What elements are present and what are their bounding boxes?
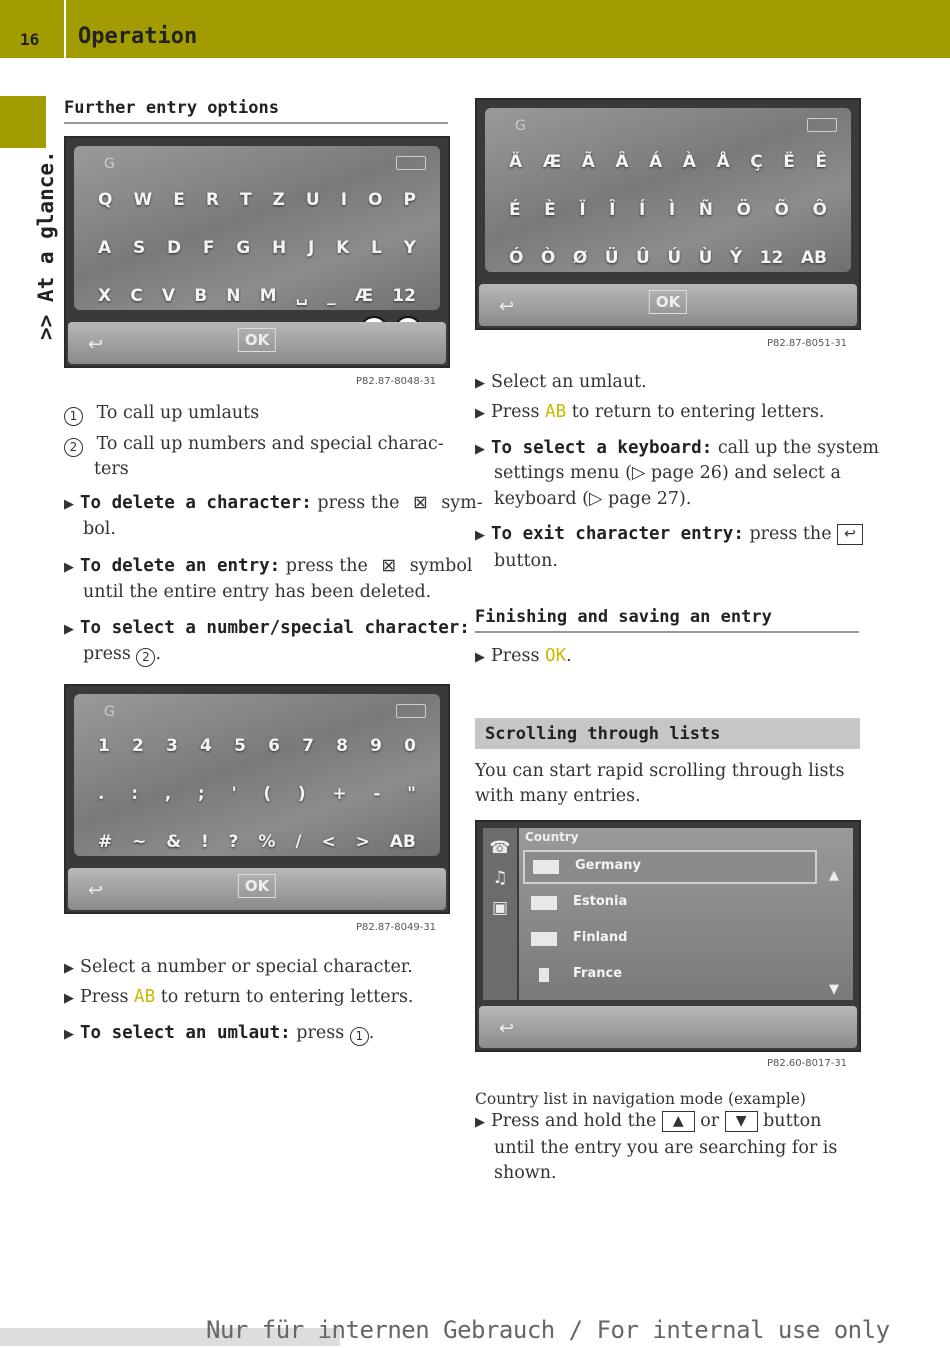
key[interactable]: B [194,286,208,306]
key[interactable]: O [368,190,383,210]
bullet-bold: To select a keyboard: [491,438,713,458]
music-note-icon[interactable]: ♫ [492,868,508,888]
key[interactable]: L [371,238,382,258]
legend-item-2 [64,432,444,457]
flag-icon [539,968,549,982]
bullet-select-umlaut: ▶ To select an umlaut: press 1 . [64,1021,374,1047]
screen-g-label: G [515,118,526,134]
ok-button[interactable]: OK [649,290,687,314]
key[interactable]: ; [197,784,205,804]
key[interactable]: U [305,190,320,210]
bullet-delete-entry: ▶ To delete an entry: press the ⊠ symbol [64,556,473,576]
back-button-icon: ↩ [837,524,863,545]
key[interactable]: C [130,286,143,306]
bullet-bold: To exit character entry: [491,524,744,544]
bullet-text: symbol [409,556,473,576]
key-numbers[interactable]: 12 [759,248,784,268]
key[interactable]: + [332,784,347,804]
keyboard-screen-letters [64,136,450,368]
key[interactable]: V [161,286,176,306]
key-row [509,200,827,220]
key[interactable]: Ô [812,200,827,220]
screen-bottom-bar [479,284,857,326]
key[interactable]: . [98,784,105,804]
legend-item-1 [64,401,259,426]
key[interactable]: # [98,832,113,852]
key[interactable]: D [166,238,182,258]
key[interactable]: Ï [579,200,586,220]
legend-number: 2 [136,648,155,667]
image-code: P82.87-8049-31 [356,922,437,933]
key[interactable]: Ê [815,152,827,172]
bullet-text: press the [285,556,368,576]
key[interactable]: 2 [132,736,144,756]
key[interactable]: J [307,238,315,258]
key[interactable]: Â [615,152,629,172]
key[interactable]: Î [609,200,616,220]
section-title: Operation [78,24,198,49]
key[interactable]: & [166,832,182,852]
key[interactable]: ? [228,832,239,852]
key[interactable]: Á [649,152,663,172]
screen-display [485,108,851,272]
scrolling-text: with many entries. [475,786,641,806]
back-icon[interactable]: ↩ [499,296,515,317]
key[interactable]: Ù [698,248,713,268]
country-list-screen [475,820,861,1052]
legend-number: 1 [350,1027,369,1046]
bullet-text: call up the system [717,438,879,458]
key[interactable]: - [373,784,381,804]
key-row [509,248,827,268]
flag-icon [531,896,557,910]
key[interactable]: Ò [540,248,556,268]
ok-button[interactable]: OK [238,328,276,352]
key[interactable]: 9 [370,736,382,756]
back-icon[interactable]: ↩ [88,880,104,901]
key[interactable]: / [295,832,302,852]
key-row [98,736,416,756]
legend-number: 1 [64,407,83,426]
key[interactable]: _ [327,286,336,306]
country-list [519,828,853,1000]
country-name: Finland [573,930,628,945]
bullet-select-umlaut-char: ▶ Select an umlaut. [475,372,647,392]
key[interactable]: Í [639,200,646,220]
ab-key-label: AB [134,987,156,1007]
key-row [509,152,827,172]
key[interactable]: É [509,200,521,220]
screen-g-label: G [104,156,115,172]
key[interactable]: X [98,286,112,306]
key[interactable]: ' [231,784,237,804]
key[interactable]: E [173,190,185,210]
key[interactable]: 4 [200,736,212,756]
key[interactable]: ~ [132,832,147,852]
delete-icon [396,704,426,718]
bullet-text: button [763,1111,822,1131]
list-sidebar [483,828,517,1000]
phone-icon[interactable]: ☎ [489,838,511,858]
key[interactable]: R [205,190,219,210]
key[interactable]: ␣ [295,286,308,306]
country-name: Germany [575,858,641,873]
key[interactable]: 7 [302,736,314,756]
bullet-select-number-special: ▶ Select a number or special character. [64,957,413,977]
key[interactable]: Ã [581,152,595,172]
key[interactable]: Ö [736,200,751,220]
screen-display [74,146,440,310]
key[interactable]: Ý [729,248,743,268]
key-letters[interactable]: AB [389,832,416,852]
bullet-exit-entry: ▶ To exit character entry: press the ↩ [475,522,863,548]
bullet-press-ab: ▶ Press AB to return to entering letters. [475,402,825,422]
key[interactable]: Ú [667,248,682,268]
bullet-text: press the [749,524,832,544]
key[interactable]: T [239,190,252,210]
delete-icon [396,156,426,170]
scroll-down-icon[interactable]: ▼ [829,982,839,997]
flag-icon [533,860,559,874]
ok-key-label: OK [545,646,567,666]
bullet-bold: To delete a character: [80,493,312,513]
bullet-text: Press [491,402,540,422]
country-name: France [573,966,623,981]
key[interactable]: Å [716,152,730,172]
key[interactable]: % [258,832,276,852]
key[interactable]: N [226,286,241,306]
screen-g-label: G [104,704,115,720]
key[interactable]: Ñ [698,200,713,220]
key[interactable]: 3 [166,736,178,756]
key[interactable]: Æ [542,152,562,172]
media-icon[interactable]: ▣ [491,898,509,918]
key[interactable]: 5 [234,736,246,756]
image-code: P82.60-8017-31 [767,1058,848,1069]
list-item[interactable] [523,888,817,918]
bullet-text: to return to entering letters. [571,402,825,422]
key[interactable]: Ø [572,248,588,268]
bullet-text: Select an umlaut. [491,372,647,392]
key[interactable]: 1 [98,736,110,756]
finishing-heading: Finishing and saving an entry [475,607,859,633]
key[interactable]: S [132,238,146,258]
bullet-text: sym- [441,493,483,513]
header-divider [64,0,66,58]
list-item[interactable] [523,850,817,884]
up-button-icon: ▲ [662,1111,695,1132]
list-item[interactable] [523,960,817,990]
image-code: P82.87-8051-31 [767,338,848,349]
delete-symbol-icon: ⊠ [413,493,428,513]
key[interactable]: Ó [509,248,524,268]
bullet-line: bol. [83,519,116,539]
down-button-icon: ▼ [725,1111,758,1132]
key[interactable]: Ü [604,248,619,268]
scroll-up-icon[interactable]: ▲ [829,868,839,883]
key-umlaut[interactable]: Æ [354,286,374,306]
bullet-text: Press and hold the [491,1111,657,1131]
key[interactable]: Ç [750,152,763,172]
key[interactable]: H [271,238,287,258]
bullet-line: settings menu (▷ page 26) and select a [494,463,841,483]
bullet-line: until the entry you are searching for is [494,1138,838,1158]
key[interactable]: Ä [509,152,523,172]
bullet-text: press [296,1023,345,1043]
bullet-text: to return to entering letters. [160,987,414,1007]
country-name: Estonia [573,894,628,909]
screen-bottom-bar [68,868,446,910]
side-tab: >> At a glance. [34,150,58,340]
page-number: 16 [20,30,40,49]
bullet-text: or [700,1111,720,1131]
bullet-bold: To delete an entry: [80,556,281,576]
screen-bottom-bar [68,322,446,364]
back-icon[interactable]: ↩ [499,1018,515,1039]
ok-button[interactable]: OK [238,874,276,898]
key[interactable]: Õ [774,200,789,220]
delete-icon [807,118,837,132]
image-code: P82.87-8048-31 [356,376,437,387]
key[interactable]: A [98,238,112,258]
scrolling-heading: Scrolling through lists [485,724,721,744]
bullet-delete-character: ▶ To delete a character: press the ⊠ sym- [64,493,483,513]
legend-item-2-cont: ters [94,459,129,479]
key[interactable]: Û [636,248,650,268]
key[interactable]: : [131,784,138,804]
bullet-text: Press [491,646,540,666]
key[interactable]: > [355,832,370,852]
key[interactable]: K [336,238,350,258]
legend-text: To call up umlauts [96,403,260,423]
further-entry-heading: Further entry options [64,98,448,124]
key[interactable]: Z [272,190,285,210]
key[interactable]: Y [403,238,416,258]
screen-display [74,694,440,856]
key[interactable]: Ë [783,152,795,172]
bullet-text: Press [80,987,129,1007]
key[interactable]: 0 [404,736,416,756]
bullet-line: shown. [494,1163,557,1183]
key[interactable]: ! [201,832,209,852]
bullet-select-keyboard: ▶ To select a keyboard: call up the system [475,438,879,458]
footer-watermark: Nur für internen Gebrauch / For internal use only [206,1316,890,1344]
key[interactable]: " [407,784,416,804]
key[interactable]: ) [297,784,306,804]
side-tab-block [0,96,46,148]
bullet-line: until the entire entry has been deleted. [83,582,432,602]
bullet-text: press the [317,493,400,513]
legend-text: To call up numbers and special charac- [96,434,444,454]
bullet-bold: To select a number/special character: [80,618,470,638]
key[interactable]: À [682,152,696,172]
flag-icon [531,932,557,946]
key[interactable]: Q [98,190,113,210]
key-row [98,286,416,306]
keyboard-screen-numbers [64,684,450,914]
bullet-line: press 2 . [83,642,161,667]
bullet-bold: To select an umlaut: [80,1023,291,1043]
key[interactable]: M [259,286,277,306]
list-item[interactable] [523,924,817,954]
bullet-text: Select a number or special character. [80,957,413,977]
key-letters[interactable]: AB [800,248,827,268]
key[interactable]: F [202,238,215,258]
key-numbers[interactable]: 12 [392,286,416,306]
scrolling-heading-bar [475,718,860,749]
key[interactable]: È [544,200,556,220]
scrolling-text: You can start rapid scrolling through lists [475,761,845,781]
bullet-select-number: ▶ To select a number/special character: [64,618,470,638]
bullet-line: keyboard (▷ page 27). [494,489,692,509]
bullet-line: button. [494,551,558,571]
back-icon[interactable]: ↩ [88,334,104,355]
list-title: Country [525,830,579,844]
key[interactable]: , [164,784,172,804]
list-caption: Country list in navigation mode (example) [475,1090,806,1108]
key[interactable]: G [236,238,251,258]
delete-symbol-icon: ⊠ [381,556,397,576]
bullet-press-ab: ▶ Press AB to return to entering letters. [64,987,414,1007]
key-row [98,190,416,210]
key[interactable]: ( [263,784,272,804]
key[interactable]: 6 [268,736,280,756]
screen-bottom-bar [479,1006,857,1048]
key[interactable]: < [321,832,336,852]
bullet-press-hold: ▶ Press and hold the ▲ or ▼ button [475,1111,822,1131]
bullet-text: press [83,644,131,664]
key[interactable]: Ì [668,200,676,220]
bullet-press-ok: ▶ Press OK. [475,646,572,666]
key[interactable]: I [340,190,348,210]
key-row [98,784,416,804]
keyboard-screen-umlauts [475,98,861,330]
key[interactable]: W [133,190,153,210]
key-row [98,238,416,258]
key[interactable]: P [403,190,416,210]
key[interactable]: 8 [336,736,348,756]
key-row [98,832,416,852]
ab-key-label: AB [545,402,567,422]
legend-number: 2 [64,438,83,457]
